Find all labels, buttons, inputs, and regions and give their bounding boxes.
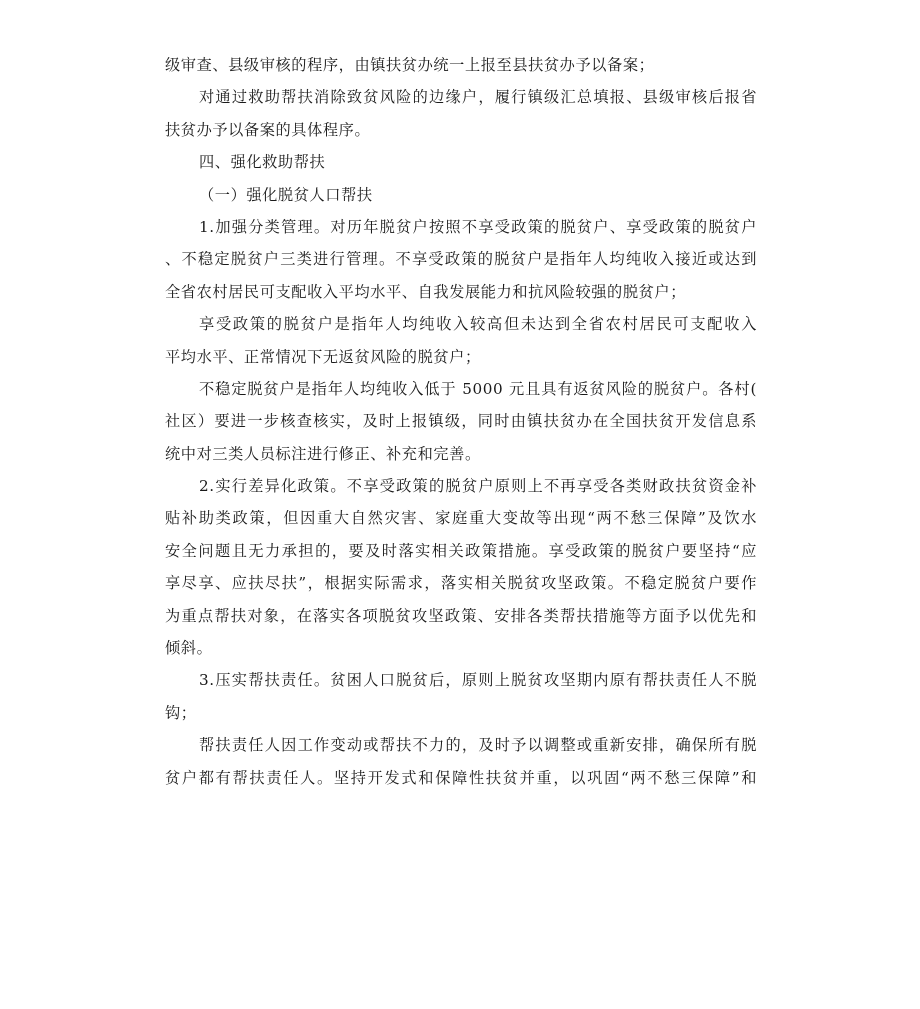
text-line: 为重点帮扶对象，在落实各项脱贫攻坚政策、安排各类帮扶措施等方面予以优先和 — [165, 606, 757, 625]
text-line: 1.加强分类管理。对历年脱贫户按照不享受政策的脱贫户、享受政策的脱贫户 — [199, 217, 757, 236]
text-line: 平均水平、正常情况下无返贫风险的脱贫户； — [165, 347, 481, 366]
text-line: 钩； — [165, 703, 197, 722]
text-line: 、不稳定脱贫户三类进行管理。不享受政策的脱贫户是指年人均纯收入接近或达到 — [165, 250, 757, 269]
text-line: 倾斜。 — [165, 639, 213, 658]
text-line: 全省农村居民可支配收入平均水平、自我发展能力和抗风险较强的脱贫户； — [165, 282, 686, 301]
text-line: 统中对三类人员标注进行修正、补充和完善。 — [165, 444, 481, 463]
text-line: 贴补助类政策，但因重大自然灾害、家庭重大变故等出现“两不愁三保障”及饮水 — [165, 509, 757, 528]
text-line: 社区）要进一步核查核实，及时上报镇级，同时由镇扶贫办在全国扶贫开发信息系 — [165, 412, 757, 431]
text-line: 安全问题且无力承担的，要及时落实相关政策措施。享受政策的脱贫户要坚持“应 — [165, 541, 757, 560]
text-line: 不稳定脱贫户是指年人均纯收入低于 5000 元且具有返贫风险的脱贫户。各村( — [199, 379, 757, 398]
text-line: 享尽享、应扶尽扶”，根据实际需求，落实相关脱贫攻坚政策。不稳定脱贫户要作 — [165, 574, 757, 593]
text-line: 帮扶责任人因工作变动或帮扶不力的，及时予以调整或重新安排，确保所有脱 — [199, 736, 757, 755]
text-line: 3.压实帮扶责任。贫困人口脱贫后，原则上脱贫攻坚期内原有帮扶责任人不脱 — [199, 671, 757, 690]
text-line: 贫户都有帮扶责任人。坚持开发式和保障性扶贫并重，以巩固“两不愁三保障”和 — [165, 768, 757, 787]
text-line: 级审查、县级审核的程序，由镇扶贫办统一上报至县扶贫办予以备案； — [165, 56, 655, 74]
text-line: 扶贫办予以备案的具体程序。 — [165, 120, 371, 139]
text-line: 享受政策的脱贫户是指年人均纯收入较高但未达到全省农村居民可支配收入 — [199, 315, 757, 334]
text-line: 2.实行差异化政策。不享受政策的脱贫户原则上不再享受各类财政扶贫资金补 — [199, 477, 757, 496]
section-heading: 四、强化救助帮扶 — [199, 153, 326, 172]
text-line: 对通过救助帮扶消除致贫风险的边缘户，履行镇级汇总填报、县级审核后报省 — [199, 88, 757, 107]
document-page — [165, 49, 757, 794]
subsection-heading: （一）强化脱贫人口帮扶 — [199, 185, 373, 204]
